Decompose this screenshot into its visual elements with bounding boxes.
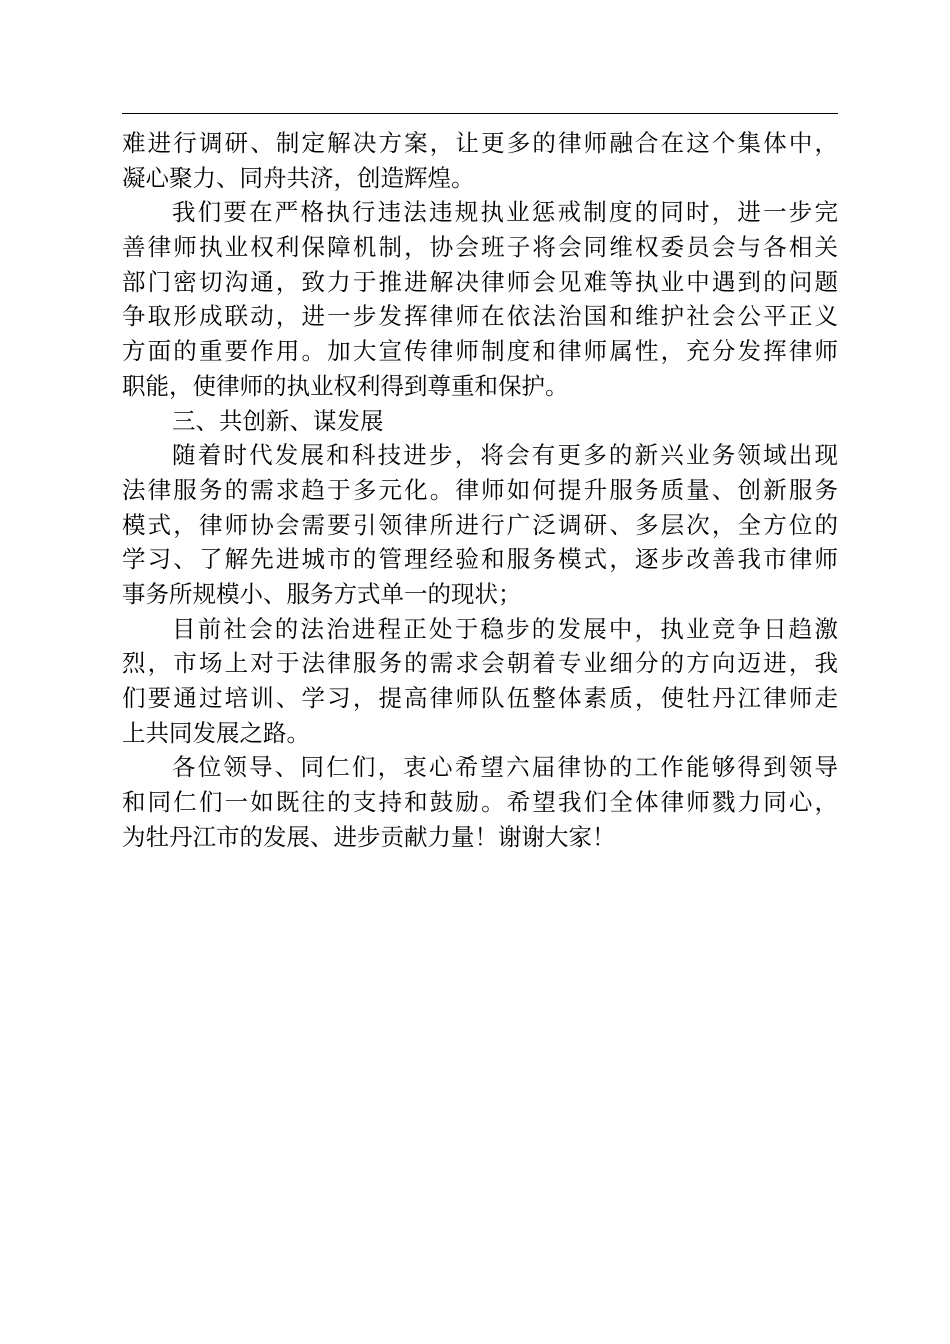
section-heading: 三、共创新、谋发展 bbox=[172, 406, 384, 435]
text-line: 善律师执业权利保障机制，协会班子将会同维权委员会与各相关 bbox=[122, 233, 838, 262]
text-line: 模式，律师协会需要引领律所进行广泛调研、多层次，全方位的 bbox=[122, 510, 838, 539]
paragraph-start-line: 我们要在严格执行违法违规执业惩戒制度的同时，进一步完 bbox=[172, 198, 838, 227]
text-line: 争取形成联动，进一步发挥律师在依法治国和维护社会公平正义 bbox=[122, 302, 838, 331]
text-line: 们要通过培训、学习，提高律师队伍整体素质，使牡丹江律师走 bbox=[122, 684, 838, 712]
text-line: 部门密切沟通，致力于推进解决律师会见难等执业中遇到的问题 bbox=[122, 267, 838, 296]
paragraph-start-line: 随着时代发展和科技进步，将会有更多的新兴业务领域出现 bbox=[172, 441, 838, 470]
text-line: 方面的重要作用。加大宣传律师制度和律师属性，充分发挥律师 bbox=[122, 337, 838, 366]
text-line: 学习、了解先进城市的管理经验和服务模式，逐步改善我市律师 bbox=[122, 545, 838, 574]
text-line: 难进行调研、制定解决方案，让更多的律师融合在这个集体中， bbox=[122, 129, 838, 157]
paragraph-start-line: 目前社会的法治进程正处于稳步的发展中，执业竞争日趋激 bbox=[172, 614, 838, 643]
text-line: 法律服务的需求趋于多元化。律师如何提升服务质量、创新服务 bbox=[122, 475, 838, 504]
text-line: 职能，使律师的执业权利得到尊重和保护。 bbox=[122, 371, 569, 400]
text-line: 事务所规模小、服务方式单一的现状； bbox=[122, 579, 522, 608]
body-text bbox=[122, 126, 838, 854]
text-line: 上共同发展之路。 bbox=[122, 718, 310, 747]
text-line: 烈，市场上对于法律服务的需求会朝着专业细分的方向迈进，我 bbox=[122, 649, 838, 678]
text-line: 和同仁们一如既往的支持和鼓励。希望我们全体律师戮力同心， bbox=[122, 788, 838, 817]
header-rule bbox=[122, 113, 838, 114]
text-line: 凝心聚力、同舟共济，创造辉煌。 bbox=[122, 163, 475, 192]
paragraph-start-line: 各位领导、同仁们，衷心希望六届律协的工作能够得到领导 bbox=[172, 753, 838, 782]
text-line: 为牡丹江市的发展、进步贡献力量！谢谢大家！ bbox=[122, 822, 616, 851]
